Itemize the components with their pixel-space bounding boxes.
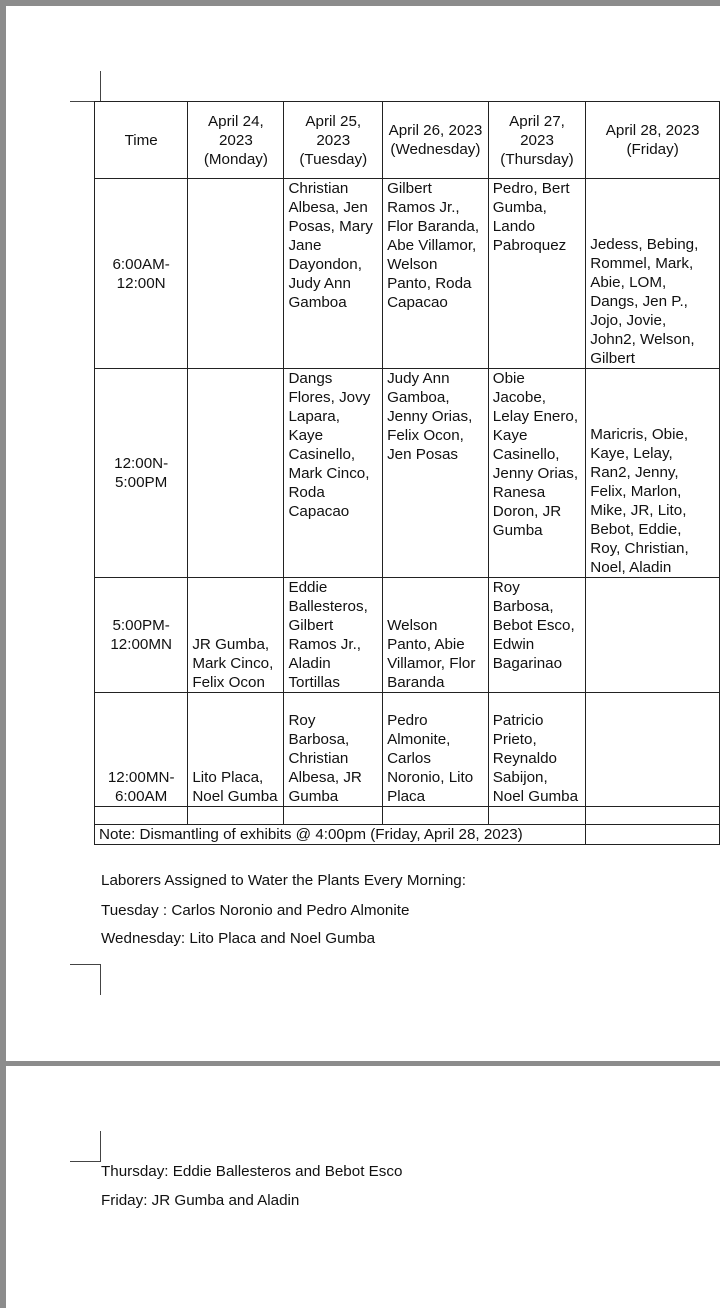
table-row	[95, 693, 720, 807]
header-friday: April 28, 2023 (Friday)	[586, 102, 720, 179]
schedule-cell: Eddie Ballesteros, Gilbert Ramos Jr., Aladin Tortillas	[284, 578, 383, 693]
schedule-cell: Welson Panto, Abie Villamor, Flor Baranda	[383, 578, 489, 693]
margin-corner-top-left	[70, 71, 101, 102]
schedule-cell: Patricio Prieto, Reynaldo Sabijon, Noel Gumba	[488, 693, 585, 807]
header-tuesday: April 25, 2023 (Tuesday)	[284, 102, 383, 179]
time-cell: 5:00PM-12:00MN	[95, 578, 188, 693]
time-cell: 6:00AM-12:00N	[95, 179, 188, 369]
schedule-cell: Jedess, Bebing, Rommel, Mark, Abie, LOM, Dangs, Jen P., Jojo, Jovie, John2, Welson, Gilbert	[586, 179, 720, 369]
schedule-cell: Pedro, Bert Gumba, Lando Pabroquez	[488, 179, 585, 369]
schedule-cell: Lito Placa, Noel Gumba	[188, 693, 284, 807]
laborers-heading: Laborers Assigned to Water the Plants Every Morning:	[101, 872, 466, 889]
schedule-cell: Roy Barbosa, Christian Albesa, JR Gumba	[284, 693, 383, 807]
table-row	[95, 369, 720, 578]
schedule-cell: Christian Albesa, Jen Posas, Mary Jane Dayondon, Judy Ann Gamboa	[284, 179, 383, 369]
schedule-cell	[188, 179, 284, 369]
laborers-friday: Friday: JR Gumba and Aladin	[101, 1192, 300, 1209]
time-cell: 12:00N-5:00PM	[95, 369, 188, 578]
schedule-cell	[188, 369, 284, 578]
laborers-wednesday: Wednesday: Lito Placa and Noel Gumba	[101, 930, 376, 947]
table-row	[95, 179, 720, 369]
document-page-1	[6, 6, 720, 1061]
schedule-cell: Maricris, Obie, Kaye, Lelay, Ran2, Jenny, Felix, Marlon, Mike, JR, Lito, Bebot, Eddie, Roy, Christian, Noel, Aladin	[586, 369, 720, 578]
margin-corner-top-left	[70, 1131, 101, 1162]
table-header-row	[95, 102, 720, 179]
laborers-tuesday: Tuesday : Carlos Noronio and Pedro Almonite	[101, 902, 410, 919]
schedule-cell: Roy Barbosa, Bebot Esco, Edwin Bagarinao	[488, 578, 585, 693]
note-row	[95, 825, 720, 845]
table-row	[95, 578, 720, 693]
schedule-cell: Gilbert Ramos Jr., Flor Baranda, Abe Villamor, Welson Panto, Roda Capacao	[383, 179, 489, 369]
blank-row	[95, 807, 720, 825]
schedule-cell	[586, 578, 720, 693]
time-cell: 12:00MN-6:00AM	[95, 693, 188, 807]
schedule-cell: Judy Ann Gamboa, Jenny Orias, Felix Ocon, Jen Posas	[383, 369, 489, 578]
laborers-thursday: Thursday: Eddie Ballesteros and Bebot Esco	[101, 1163, 403, 1180]
schedule-cell: Obie Jacobe, Lelay Enero, Kaye Casinello, Jenny Orias, Ranesa Doron, JR Gumba	[488, 369, 585, 578]
header-monday: April 24, 2023 (Monday)	[188, 102, 284, 179]
schedule-cell: Pedro Almonite, Carlos Noronio, Lito Placa	[383, 693, 489, 807]
header-thursday: April 27, 2023 (Thursday)	[488, 102, 585, 179]
document-page-2	[6, 1066, 720, 1308]
schedule-cell	[586, 693, 720, 807]
header-time: Time	[95, 102, 188, 179]
header-wednesday: April 26, 2023 (Wednesday)	[383, 102, 489, 179]
dismantling-note: Note: Dismantling of exhibits @ 4:00pm (Friday, April 28, 2023)	[95, 825, 586, 845]
schedule-cell: JR Gumba, Mark Cinco, Felix Ocon	[188, 578, 284, 693]
margin-corner-bottom-left	[70, 964, 101, 995]
schedule-cell: Dangs Flores, Jovy Lapara, Kaye Casinello, Mark Cinco, Roda Capacao	[284, 369, 383, 578]
schedule-table	[94, 101, 720, 845]
